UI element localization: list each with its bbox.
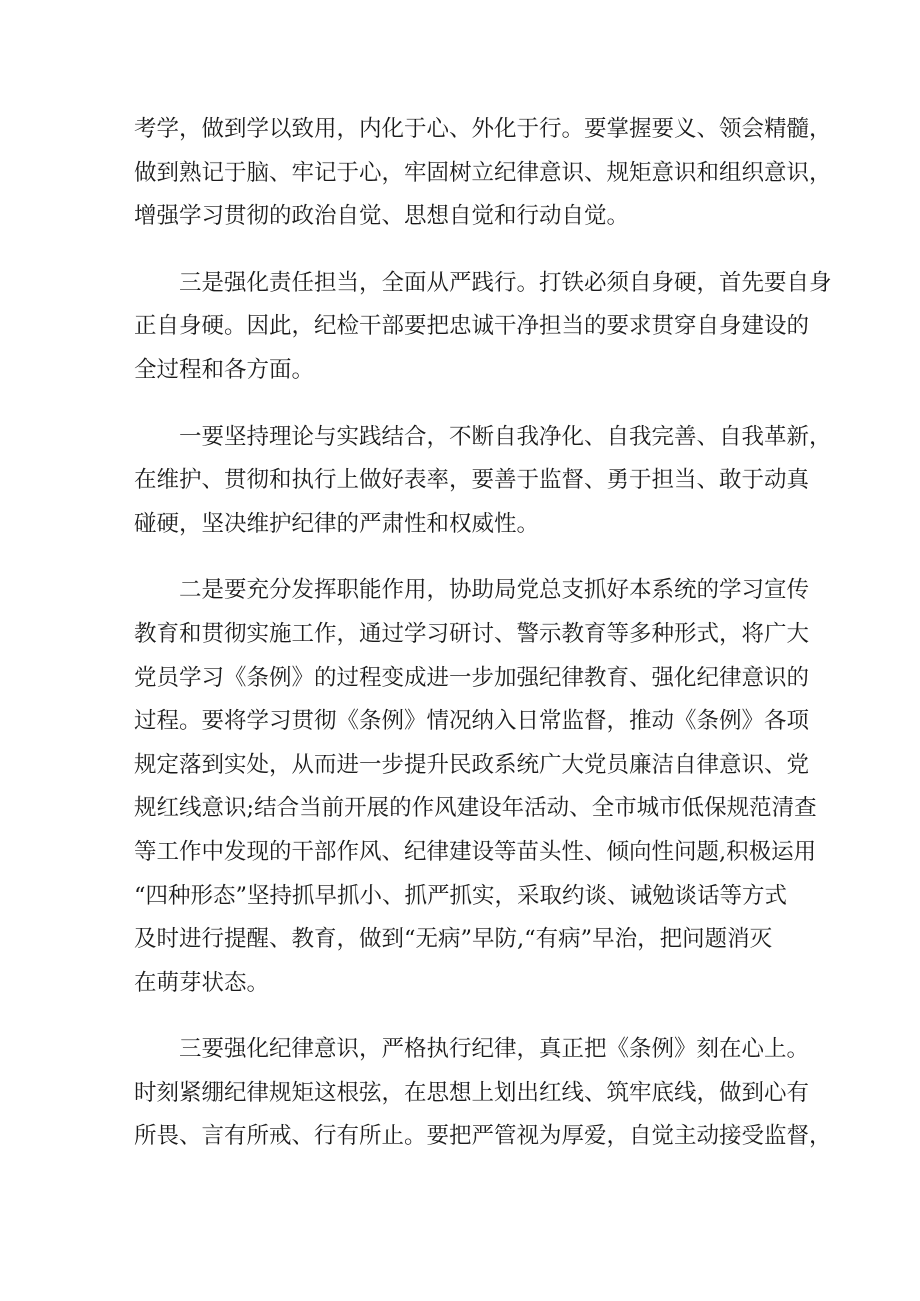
text-line: 在维护、贯彻和执行上做好表率，要善于监督、勇于担当、敢于动真 bbox=[134, 467, 810, 494]
text-line: 时刻紧绷纪律规矩这根弦，在思想上划出红线、筑牢底线，做到心有 bbox=[134, 1079, 810, 1106]
text-line: 所畏、言有所戒、行有所止。要把严管视为厚爱，自觉主动接受监督， bbox=[134, 1123, 832, 1150]
text-line: 考学，做到学以致用，内化于心、外化于行。要掌握要义、领会精髓， bbox=[134, 116, 832, 142]
paragraph bbox=[134, 416, 832, 547]
text-line: 做到熟记于脑、牢记于心，牢固树立纪律意识、规矩意识和组织意识， bbox=[134, 159, 832, 186]
text-line: 在萌芽状态。 bbox=[134, 969, 270, 996]
text-line: 教育和贯彻实施工作，通过学习研讨、警示教育等多种形式，将广大 bbox=[134, 620, 810, 647]
text-line: 正自身硬。因此，纪检干部要把忠诚干净担当的要求贯穿自身建设的 bbox=[134, 313, 810, 340]
text-line: 规红线意识;结合当前开展的作风建设年活动、全市城市低保规范清查 bbox=[134, 795, 817, 822]
text-line: 全过程和各方面。 bbox=[134, 356, 315, 383]
text-line: 碰硬，坚决维护纪律的严肃性和权威性。 bbox=[134, 510, 540, 537]
text-line: 过程。要将学习贯彻《条例》情况纳入日常监督，推动《条例》各项 bbox=[134, 708, 810, 735]
text-line: 增强学习贯彻的政治自觉、思想自觉和行动自觉。 bbox=[134, 203, 630, 230]
paragraph bbox=[134, 262, 832, 393]
text-line: 三是强化责任担当，全面从严践行。打铁必须自身硬，首先要自身 bbox=[179, 269, 832, 296]
text-line: 等工作中发现的干部作风、纪律建设等苗头性、倾向性问题,积极运用 bbox=[134, 838, 817, 865]
paragraph bbox=[134, 108, 832, 239]
text-line: 一要坚持理论与实践结合，不断自我净化、自我完善、自我革新， bbox=[179, 423, 832, 450]
document-body bbox=[134, 108, 832, 1182]
text-line: 及时进行提醒、教育，做到“无病”早防,“有病”早治，把问题消灭 bbox=[134, 926, 773, 953]
text-line: 二是要充分发挥职能作用，协助局党总支抓好本系统的学习宣传 bbox=[179, 577, 810, 604]
paragraph bbox=[134, 569, 817, 1005]
text-line: 规定落到实处，从而进一步提升民政系统广大党员廉洁自律意识、党 bbox=[134, 751, 810, 778]
text-line: 三要强化纪律意识，严格执行纪律，真正把《条例》刻在心上。 bbox=[179, 1036, 810, 1063]
paragraph bbox=[134, 1028, 832, 1159]
text-line: 党员学习《条例》的过程变成进一步加强纪律教育、强化纪律意识的 bbox=[134, 664, 810, 691]
text-line: “四种形态”坚持抓早抓小、抓严抓实，采取约谈、诫勉谈话等方式 bbox=[134, 882, 788, 909]
